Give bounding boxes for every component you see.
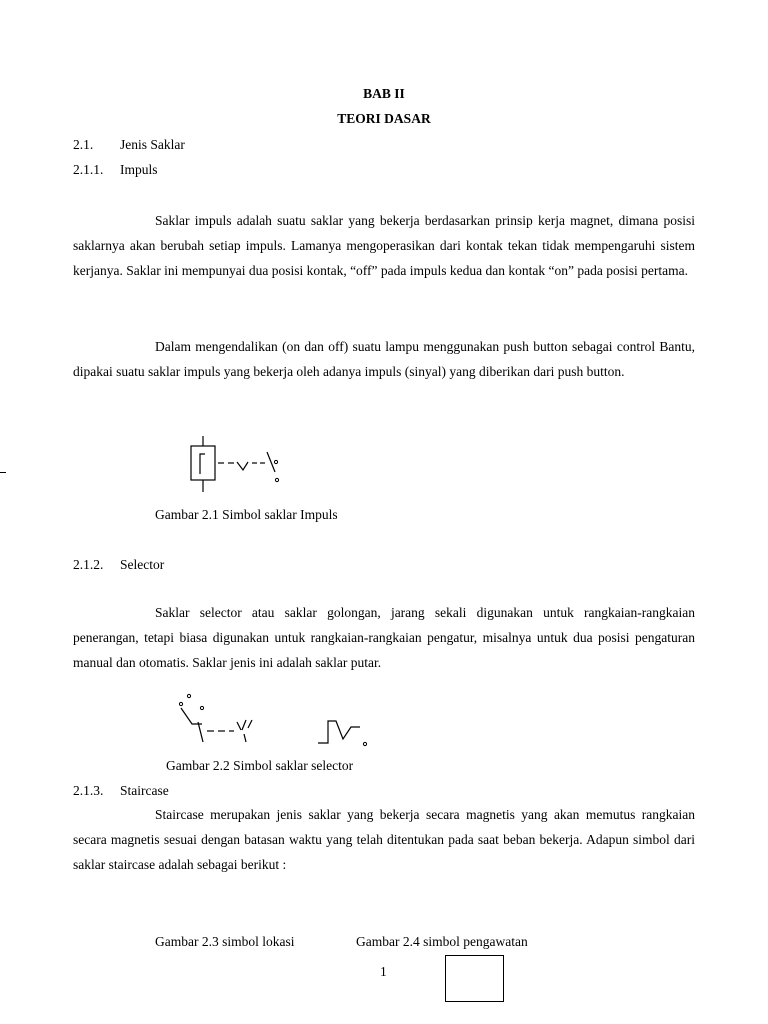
paragraph-selector-1: [73, 600, 695, 675]
paragraph-text: Saklar impuls adalah suatu saklar yang bekerja berdasarkan prinsip kerja magnet, dimana posisi saklarnya akan berubah setiap impuls. Lamanya mengoperasikan dari kontak tekan tidak mempengaruhi sistem kerjanya. Saklar ini mempunyai dua posisi kontak, “off” pada impuls kedua dan kontak “on” pada posisi pertama.: [73, 213, 695, 278]
chapter-title: TEORI DASAR: [337, 111, 431, 126]
paragraph-text: Dalam mengendalikan (on dan off) suatu lampu menggunakan push button sebagai control Bantu, dipakai suatu saklar impuls yang bekerja oleh adanya impuls (sinyal) yang diberikan dari push button.: [73, 339, 695, 379]
subsection-number: 2.1.2.: [73, 557, 104, 572]
selector-switch-symbol: [174, 690, 274, 750]
empty-box: [445, 955, 504, 1002]
figure-caption: Gambar 2.4 simbol pengawatan: [356, 934, 528, 949]
page-number: 1: [380, 964, 387, 979]
paragraph-text: Saklar selector atau saklar golongan, jarang sekali digunakan untuk rangkaian-rangkaian penerangan, tetapi biasa digunakan untuk rangkaian-rangkaian pengatur, misalnya untuk dua posisi pengaturan manual dan otomatis. Saklar jenis ini adalah saklar putar.: [73, 605, 695, 670]
section-number: 2.1.: [73, 137, 94, 152]
paragraph-impuls-2: [73, 334, 695, 384]
subsection-number: 2.1.1.: [73, 162, 104, 177]
paragraph-impuls-1: [73, 208, 695, 283]
subsection-title: Selector: [120, 557, 165, 572]
subsection-number: 2.1.3.: [73, 783, 104, 798]
figure-caption: Gambar 2.2 Simbol saklar selector: [166, 758, 354, 773]
subsection-title: Staircase: [120, 783, 169, 798]
figure-caption: Gambar 2.1 Simbol saklar Impuls: [155, 507, 338, 522]
paragraph-text: Staircase merupakan jenis saklar yang bekerja secara magnetis yang akan memutus rangkaian secara magnetis sesuai dengan batasan waktu yang telah ditentukan pada saat beban bekerja. Adapun simbol dari saklar staircase adalah sebagai berikut :: [73, 807, 695, 872]
margin-mark: [0, 472, 6, 473]
subsection-title: Impuls: [120, 162, 158, 177]
selector-pulse-symbol: [314, 716, 374, 750]
impulse-switch-symbol: [180, 432, 290, 496]
paragraph-staircase-1: [73, 802, 695, 877]
figure-caption: Gambar 2.3 simbol lokasi: [155, 934, 295, 949]
section-title: Jenis Saklar: [120, 137, 185, 152]
chapter-label: BAB II: [363, 86, 405, 101]
